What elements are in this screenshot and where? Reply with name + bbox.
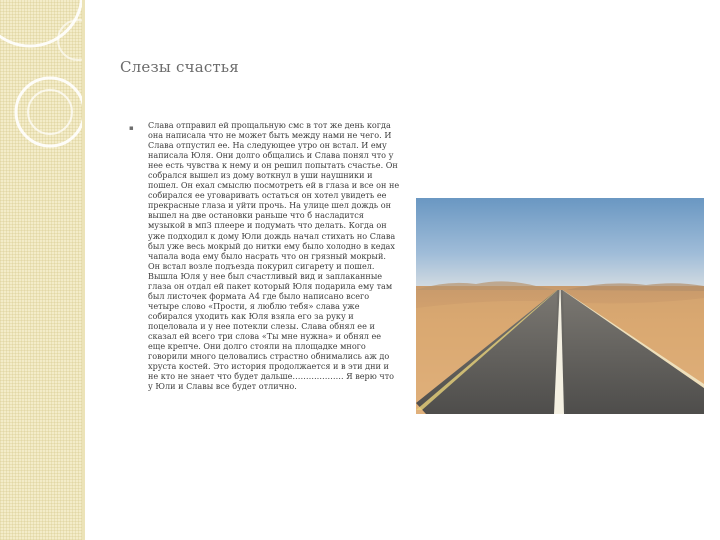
story-text: Слава отправил ей прощальную смс в тот же день когда она написала что не может быть между нами не чего. И Слава отпустил ее. На следующее утро он встал. И ему написала Юля. Они долго общались и Слава понял что у нее есть чувства к нему и он решил попытать счастье. Он собрался вышел из дому воткнул в уши наушники и пошел. Он ехал смыслю посмотреть ей в глаза и все он не собирался ее уговаривать остаться он хотел увидеть ее прекрасные глаза и уйти прочь. На улице шел дождь он вышел на две остановки раньше что б насладится музыкой в мп3 плеере и подумать что делать. Когда он уже подходил к дому Юли дождь начал стихать но Слава был уже весь мокрый до нитки ему было холодно в кедах чапала вода ему было насрать что он грязный мокрый. Он встал возле подъезда покурил сигарету и пошел. Вышла Юля у нее был счастливый вид и заплаканные глаза он отдал ей пакет который Юля подарила ему там был листочек формата А4 где было написано всего четыре слово «Прости, я люблю тебя» слава уже собирался уходить как Юля взяла его за руку и поцеловала и у нее потекли слезы. Слава обнял ее и сказал ей всего три слова «Ты мне нужна» и обнял ее еще крепче. Они долго стояли на площадке много говорили много целовались страстно обнимались аж до хруста костей. Это история продолжается и в эти дни и не кто не знает что будет дальше………………. Я верю что у Юли и Славы все будет отлично.	[148, 120, 400, 392]
decorative-arcs	[0, 0, 82, 540]
band-edge	[82, 0, 85, 540]
slide-title: Слезы счастья	[120, 58, 239, 76]
bullet-marker: ▪	[129, 124, 134, 132]
desert-road-photo	[416, 198, 704, 414]
